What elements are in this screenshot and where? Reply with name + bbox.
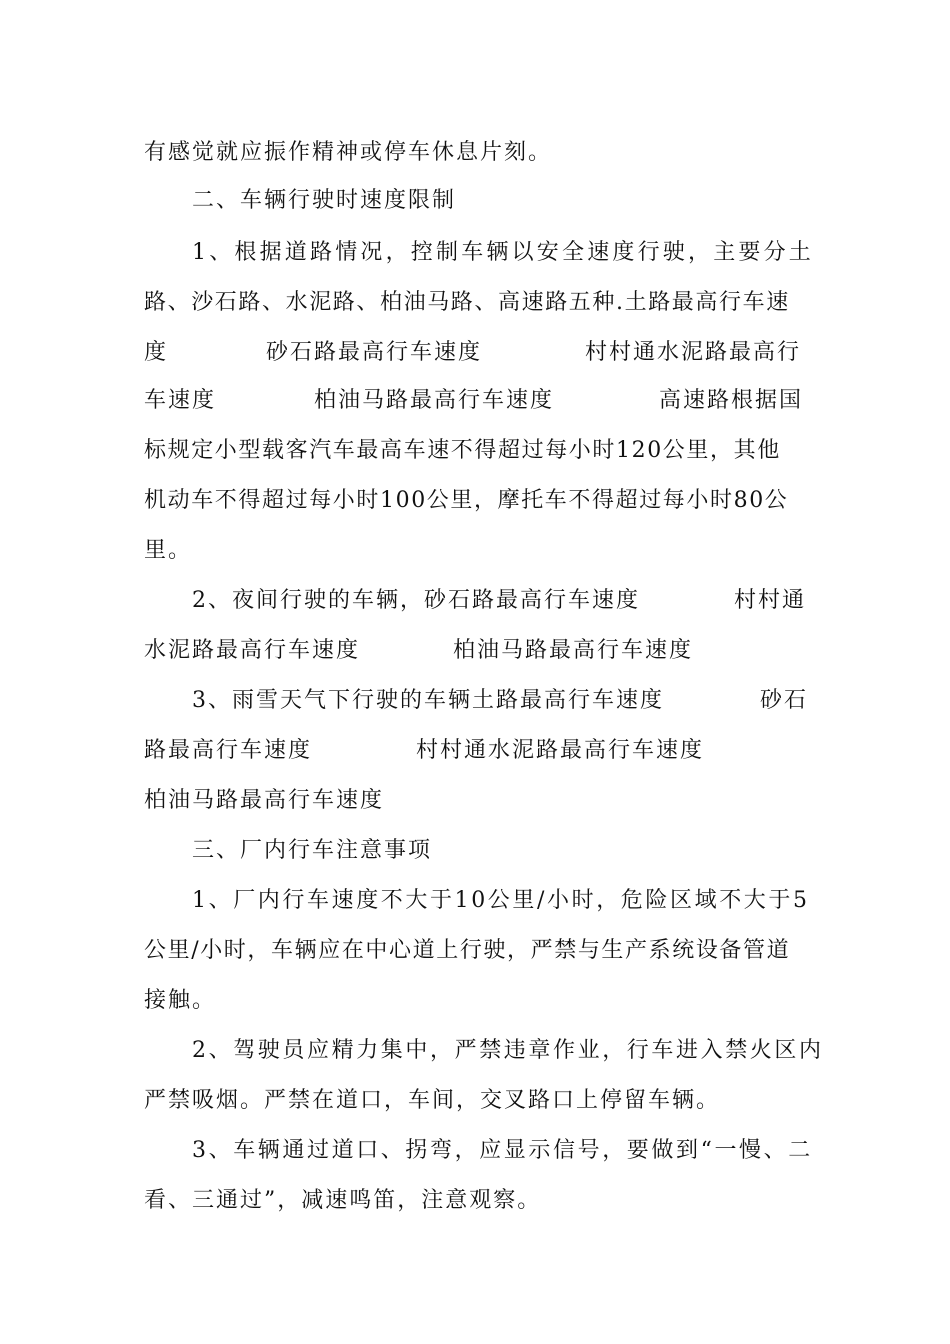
text-line: 1、根据道路情况，控制车辆以安全速度行驶，主要分土 bbox=[192, 240, 814, 265]
text-line: 1、厂内行车速度不大于10公里/小时，危险区域不大于5 bbox=[192, 888, 810, 913]
text-fragment: 2、夜间行驶的车辆，砂石路最高行车速度 bbox=[192, 588, 640, 613]
text-fragment: 车速度 bbox=[144, 388, 217, 413]
text-line: 里。 bbox=[144, 538, 193, 563]
text-fragment: 村村通水泥路最高行车速度 bbox=[416, 738, 705, 763]
text-line: 标规定小型载客汽车最高车速不得超过每小时120公里，其他 bbox=[144, 438, 781, 463]
text-fragment: 度 bbox=[144, 340, 169, 365]
text-fragment: 3、雨雪天气下行驶的车辆土路最高行车速度 bbox=[192, 688, 664, 713]
section-heading-speed-limits: 二、车辆行驶时速度限制 bbox=[192, 188, 457, 213]
text-line: 2、驾驶员应精力集中，严禁违章作业，行车进入禁火区内 bbox=[192, 1038, 824, 1063]
text-fragment: 水泥路最高行车速度 bbox=[144, 638, 361, 663]
text-line: 有感觉就应振作精神或停车休息片刻。 bbox=[144, 140, 553, 165]
text-line: 3、车辆通过道口、拐弯，应显示信号，要做到“一慢、二 bbox=[192, 1138, 813, 1163]
text-line-with-blanks bbox=[144, 634, 808, 668]
text-line-with-blanks bbox=[192, 684, 808, 718]
text-line: 机动车不得超过每小时100公里，摩托车不得超过每小时80公 bbox=[144, 488, 789, 513]
section-heading-in-plant-driving: 三、厂内行车注意事项 bbox=[192, 838, 433, 863]
text-line: 公里/小时，车辆应在中心道上行驶，严禁与生产系统设备管道 bbox=[144, 938, 791, 963]
text-fragment: 路最高行车速度 bbox=[144, 738, 313, 763]
text-fragment: 柏油马路最高行车速度 bbox=[314, 388, 555, 413]
text-fragment: 村村通 bbox=[734, 588, 807, 613]
text-fragment: 砂石路最高行车速度 bbox=[266, 340, 483, 365]
text-fragment: 砂石 bbox=[760, 688, 809, 713]
text-line-with-blanks bbox=[192, 584, 808, 618]
text-line-with-blanks bbox=[144, 336, 808, 370]
text-line: 柏油马路最高行车速度 bbox=[144, 788, 385, 813]
text-line: 路、沙石路、水泥路、柏油马路、高速路五种.土路最高行车速 bbox=[144, 290, 790, 315]
text-line: 看、三通过”，减速鸣笛，注意观察。 bbox=[144, 1188, 542, 1213]
text-line: 严禁吸烟。严禁在道口，车间，交叉路口上停留车辆。 bbox=[144, 1088, 721, 1113]
text-fragment: 村村通水泥路最高行 bbox=[585, 340, 802, 365]
text-line-with-blanks bbox=[144, 734, 808, 768]
text-line: 接触。 bbox=[144, 988, 217, 1013]
text-fragment: 柏油马路最高行车速度 bbox=[453, 638, 694, 663]
text-line-with-blanks bbox=[144, 384, 808, 418]
text-fragment: 高速路根据国 bbox=[659, 388, 804, 413]
